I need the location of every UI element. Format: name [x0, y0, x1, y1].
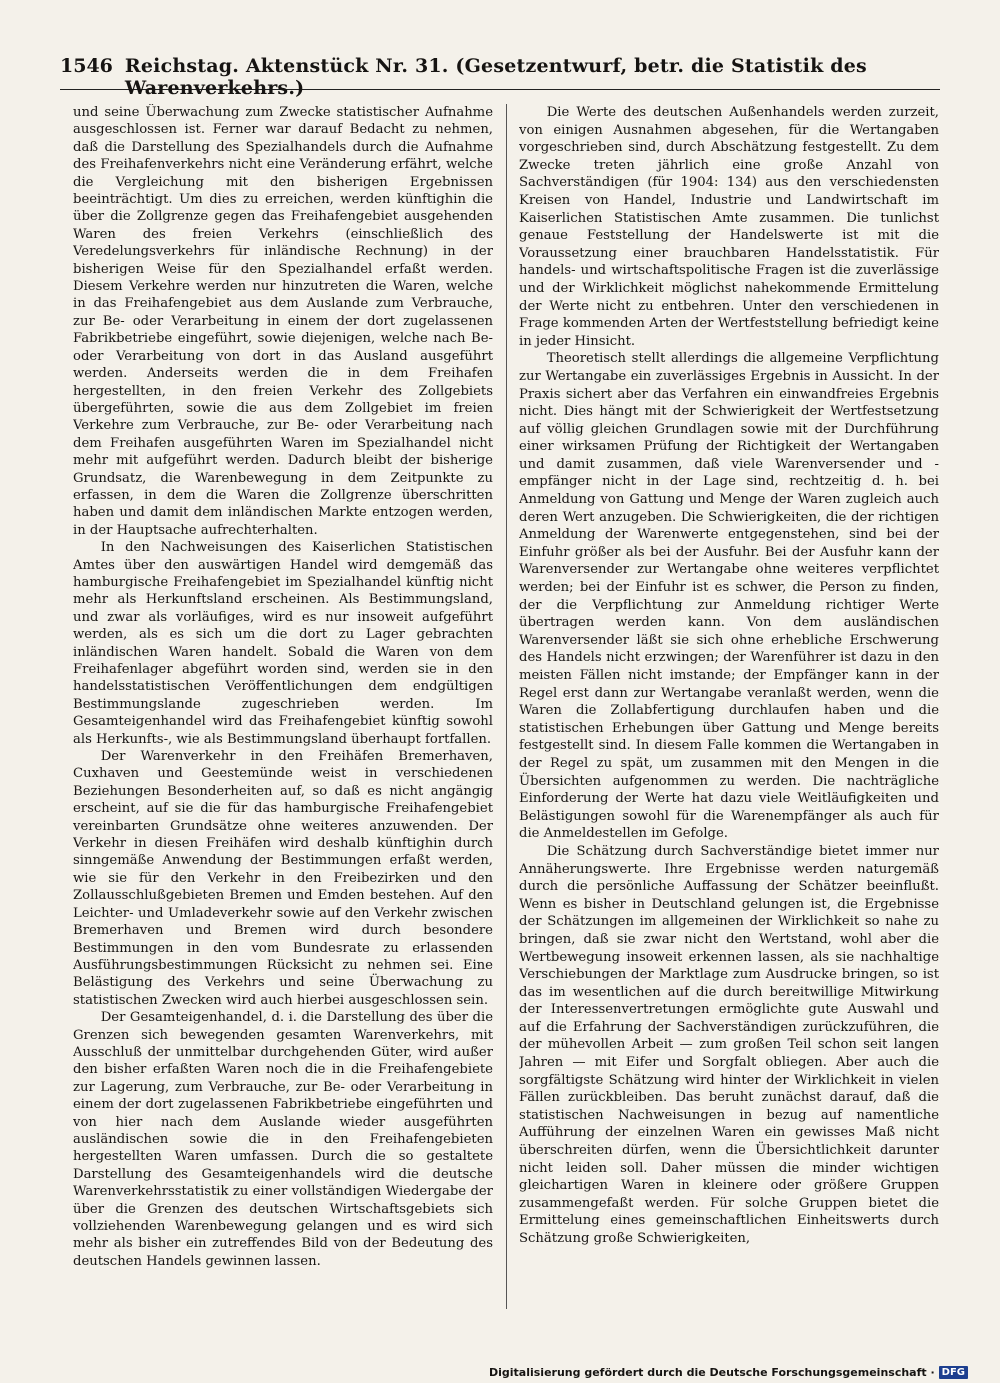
left-column: [73, 104, 493, 1309]
right-column: [519, 104, 939, 1309]
paragraph: Der Gesamteigenhandel, d. i. die Darstellung des über die Grenzen sich bewegenden gesamten Warenverkehrs, mit Ausschluß der unmittelbar durchgehenden Güter, wird außer den bisher erfaßten Waren noch die in die Freihafengebiete zur Lagerung, zum Verbrauche, zur Be- oder Verarbeitung in einem der dort zugelassenen Fabrikbetriebe eingeführten und von hier nach dem Auslande wieder ausgeführten ausländischen sowie die in den Freihafengebieten hergestellten Waren umfassen. Durch die so gestaltete Darstellung des Gesamteigenhandels wird die deutsche Warenverkehrsstatistik zu einer vollständigen Wiedergabe der über die Grenzen des deutschen Wirtschaftsgebiets sich vollziehenden Warenbewegung gelangen und es wird sich mehr als bisher ein zutreffendes Bild von der Bedeutung des deutschen Handels gewinnen lassen.: [73, 1010, 493, 1269]
page-header: [60, 55, 940, 99]
digitization-footer: [489, 1364, 968, 1380]
paragraph: Die Schätzung durch Sachverständige bietet immer nur Annäherungswerte. Ihre Ergebnisse werden naturgemäß durch die persönliche Auffassung der Schätzer beeinflußt. Wenn es bisher in Deutschland gelungen ist, die Ergebnisse der Schätzungen im allgemeinen der Wirklichkeit so nahe zu bringen, daß sie zwar nicht den Wertstand, wohl aber die Wertbewegung insoweit erkennen lassen, als sie nachhaltige Verschiebungen der Marktlage zum Ausdrucke bringen, so ist das im wesentlichen auf die durch bereitwillige Mitwirkung der Interessenvertretungen ermöglichte gute Auswahl und auf die Erfahrung der Sachverständigen zurückzuführen, die der mühevollen Arbeit — zum großen Teil schon seit langen Jahren — mit Eifer und Sorgfalt obliegen. Aber auch die sorgfältigste Schätzung wird hinter der Wirklichkeit in vielen Fällen zurückbleiben. Das beruht zunächst darauf, daß die statistischen Nachweisungen in bezug auf namentliche Aufführung der einzelnen Waren ein gewisses Maß nicht überschreiten dürfen, wenn die Übersichtlichkeit darunter nicht leiden soll. Daher müssen die minder wichtigen gleichartigen Waren in kleinere oder größere Gruppen zusammengefaßt werden. Für solche Gruppen bietet die Ermittelung eines gemeinschaftlichen Einheitswerts durch Schätzung große Schwierigkeiten,: [519, 843, 939, 1246]
paragraph: In den Nachweisungen des Kaiserlichen Statistischen Amtes über den auswärtigen Handel wird demgemäß das hamburgische Freihafengebiet im Spezialhandel künftig nicht mehr als Herkunftsland erscheinen. Als Bestimmungsland, und zwar als vorläufiges, wird es nur insoweit aufgeführt werden, als es sich um die dort zu Lager gebrachten inländischen Waren handelt. Sobald die Waren von dem Freihafenlager abgeführt worden sind, werden sie in den handelsstatistischen Veröffentlichungen dem endgültigen Bestimmungslande zugeschrieben werden. Im Gesamteigenhandel wird das Freihafengebiet künftig sowohl als Herkunfts-, wie als Bestimmungsland überhaupt fortfallen.: [73, 540, 493, 747]
running-head: Reichstag. Aktenstück Nr. 31. (Gesetzentwurf, betr. die Statistik des Warenverkehrs.): [124, 55, 867, 99]
dfg-logo: DFG: [939, 1366, 968, 1379]
paragraph: Theoretisch stellt allerdings die allgemeine Verpflichtung zur Wertangabe ein zuverlässiges Ergebnis in Aussicht. In der Praxis sichert aber das Verfahren ein einwandfreies Ergebnis nicht. Dies hängt mit der Schwierigkeit der Wertfestsetzung auf völlig gleichen Grundlagen sowie mit der Durchführung einer wirksamen Prüfung der Richtigkeit der Wertangaben und damit zusammen, daß viele Warenversender und -empfänger nicht in der Lage sind, rechtzeitig d. h. bei Anmeldung von Gattung und Menge der Waren zugleich auch deren Wert anzugeben. Die Schwierigkeiten, die der richtigen Anmeldung der Warenwerte entgegenstehen, sind bei der Einfuhr größer als bei der Ausfuhr. Bei der Ausfuhr kann der Warenversender zur Wertangabe ohne weiteres verpflichtet werden; bei der Einfuhr ist es schwer, die Person zu finden, der die Verpflichtung zur Anmeldung richtiger Werte übertragen werden kann. Von dem ausländischen Warenversender läßt sie sich ohne erhebliche Erschwerung des Handels nicht erzwingen; der Warenführer ist dazu in den meisten Fällen nicht imstande; der Empfänger kann in der Regel erst dann zur Wertangabe veranlaßt werden, wenn die Waren die Zollabfertigung durchlaufen haben und die statistischen Erhebungen über Gattung und Menge bereits festgestellt sind. In diesem Falle kommen die Wertangaben in der Regel zu spät, um zusammen mit den Mengen in die Übersichten aufgenommen zu werden. Die nachträgliche Einforderung der Werte hat dazu viele Weitläufigkeiten und Belästigungen sowohl für die Warenempfänger als auch für die Anmeldestellen im Gefolge.: [519, 351, 939, 842]
page-number: 1546: [60, 55, 113, 77]
footer-text: Digitalisierung gefördert durch die Deutsche Forschungsgemeinschaft ·: [488, 1365, 935, 1379]
paragraph: und seine Überwachung zum Zwecke statistischer Aufnahme ausgeschlossen ist. Ferner war darauf Bedacht zu nehmen, daß die Darstellung des Spezialhandels durch die Aufnahme des Freihafenverkehrs nicht eine Veränderung erfährt, welche die Vergleichung mit den bisherigen Ergebnissen beeinträchtigt. Um dies zu erreichen, werden künftighin die über die Zollgrenze gegen das Freihafengebiet ausgehenden Waren des freien Verkehrs (einschließlich des Veredelungsverkehrs für inländische Rechnung) in der bisherigen Weise für den Spezialhandel erfaßt werden. Diesem Verkehre werden nur hinzutreten die Waren, welche in das Freihafengebiet aus dem Auslande zum Verbrauche, zur Be- oder Verarbeitung in einem der dort zugelassenen Fabrikbetriebe eingeführt, sowie diejenigen, welche nach Be- oder Verarbeitung von dort in das Ausland ausgeführt werden. Anderseits werden die in dem Freihafen hergestellten, in den freien Verkehr des Zollgebiets übergeführten, sowie die aus dem Zollgebiet im freien Verkehre zum Verbrauche, zur Be- oder Verarbeitung nach dem Freihafen ausgeführten Waren im Spezialhandel nicht mehr mit aufgeführt werden. Dadurch bleibt der bisherige Grundsatz, die Warenbewegung in dem Zeitpunkte zu erfassen, in dem die Waren die Zollgrenze überschritten haben und damit dem inländischen Markte entzogen werden, in der Hauptsache aufrechterhalten.: [73, 105, 493, 538]
paragraph: Der Warenverkehr in den Freihäfen Bremerhaven, Cuxhaven und Geestemünde weist in verschiedenen Beziehungen Besonderheiten auf, so daß es nicht angängig erscheint, auf sie die für das hamburgische Freihafengebiet vereinbarten Grundsätze ohne weiteres anzuwenden. Der Verkehr in diesen Freihäfen wird deshalb künftighin durch sinngemäße Anwendung der Bestimmungen erfaßt werden, wie sie für den Verkehr in den Freibezirken und den Zollausschlußgebieten Bremen und Emden bestehen. Auf den Leichter- und Umladeverkehr sowie auf den Verkehr zwischen Bremerhaven und Bremen wird durch besondere Bestimmungen in den vom Bundesrate zu erlassenden Ausführungsbestimmungen Rücksicht zu nehmen sei. Eine Belästigung des Verkehrs und seine Überwachung zu statistischen Zwecken wird auch hierbei ausgeschlossen sein.: [73, 749, 493, 1008]
text-columns: [73, 104, 939, 1309]
paragraph: Die Werte des deutschen Außenhandels werden zurzeit, von einigen Ausnahmen abgesehen, für die Wertangaben vorgeschrieben sind, durch Abschätzung festgestellt. Zu dem Zwecke treten jährlich eine große Anzahl von Sachverständigen (für 1904: 134) aus den verschiedensten Kreisen von Handel, Industrie und Landwirtschaft im Kaiserlichen Statistischen Amte zusammen. Die tunlichst genaue Feststellung der Handelswerte ist mit die Voraussetzung einer brauchbaren Handelsstatistik. Für handels- und wirtschaftspolitische Fragen ist die zuverlässige und der Wirklichkeit möglichst nahekommende Ermittelung der Werte nicht zu entbehren. Unter den verschiedenen in Frage kommenden Arten der Wertfeststellung befriedigt keine in jeder Hinsicht.: [519, 105, 939, 349]
column-divider: [506, 104, 507, 1309]
